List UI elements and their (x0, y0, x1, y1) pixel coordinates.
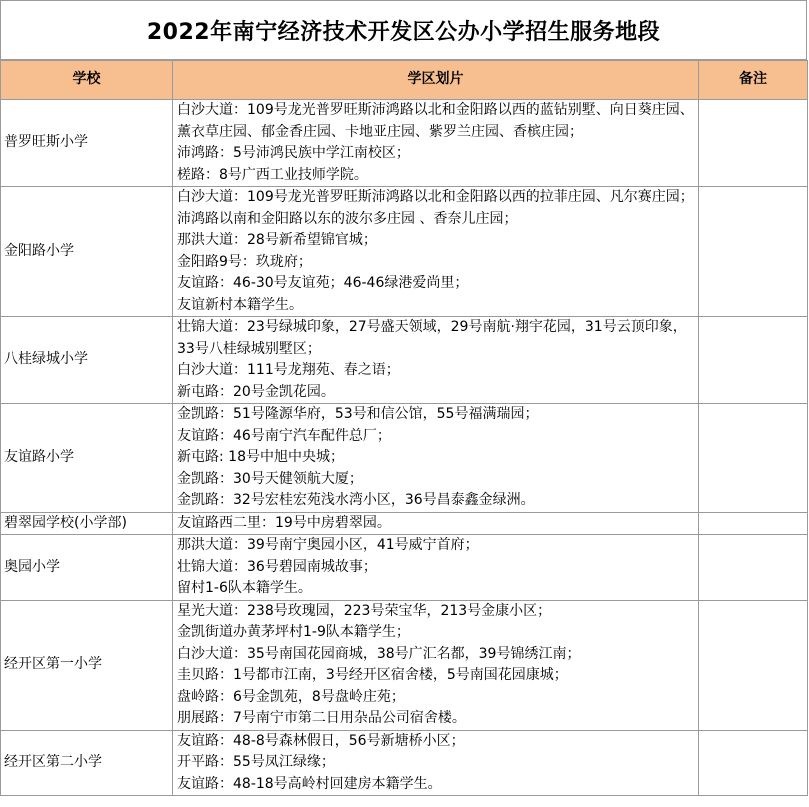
zone-line: 友谊新村本籍学生。 (177, 296, 303, 313)
zone-line: 留村1-6队本籍学生。 (177, 580, 312, 596)
zone-line: 白沙大道：109号龙光普罗旺斯沛鸿路以北和金阳路以西的蓝钻别墅、向日葵庄园、薰衣草庄园、郁金香庄园、卡地亚庄园、紫罗兰庄园、香槟庄园； (177, 102, 694, 140)
note-cell (699, 187, 808, 317)
zone-line: 友谊路：46-30号友谊苑；46-46绿港爱尚里； (177, 275, 469, 291)
note-cell (699, 317, 808, 404)
header-zone: 学区划片 (173, 61, 699, 100)
zone-cell (173, 317, 699, 404)
table-row (1, 100, 808, 187)
note-cell (699, 100, 808, 187)
zone-cell (173, 404, 699, 513)
zone-cell (173, 730, 699, 796)
school-name: 经开区第一小学 (1, 600, 173, 730)
table-row (1, 600, 808, 730)
note-cell (699, 404, 808, 513)
zone-cell (173, 100, 699, 187)
zone-line: 新屯路：20号金凯花园。 (177, 383, 335, 400)
school-name: 碧翠园学校(小学部) (1, 512, 173, 535)
zone-line: 金凯路：32号宏桂宏苑浅水湾小区，36号昌泰鑫金绿洲。 (177, 492, 535, 508)
zone-line: 金凯街道办黄茅坪村1-9队本籍学生； (177, 624, 410, 640)
zone-line: 金凯路：51号隆源华府，53号和信公馆，55号福满瑞园； (177, 406, 539, 422)
zone-line: 星光大道：238号玫瑰园，223号荣宝华，213号金康小区； (177, 602, 552, 619)
zone-line: 壮锦大道：36号碧园南城故事； (177, 558, 377, 575)
school-name: 经开区第二小学 (1, 730, 173, 796)
zone-line: 友谊路：48-8号森林假日，56号新塘桥小区； (177, 732, 465, 749)
note-cell (699, 600, 808, 730)
school-name: 金阳路小学 (1, 187, 173, 317)
zone-line: 友谊路：46号南宁汽车配件总厂； (177, 427, 391, 444)
zone-line: 那洪大道：28号新希望锦官城； (177, 232, 377, 248)
zone-line: 壮锦大道：23号绿城印象，27号盛天领域，29号南航·翔宇花园，31号云顶印象，33号八桂绿城别墅区； (177, 319, 687, 357)
zone-line: 新屯路: 18号中旭中央城； (177, 449, 344, 465)
school-name: 友谊路小学 (1, 404, 173, 513)
zone-line: 白沙大道：111号龙翔苑、春之语； (177, 362, 400, 378)
table-row (1, 535, 808, 601)
zone-line: 金阳路9号：玖珑府； (177, 253, 312, 270)
zone-line: 白沙大道：109号龙光普罗旺斯沛鸿路以北和金阳路以西的拉菲庄园、凡尔赛庄园；沛鸿路以南和金阳路以东的波尔多庄园 、香奈儿庄园； (177, 189, 694, 227)
zone-line: 金凯路：30号天健领航大厦； (177, 470, 363, 487)
zone-cell (173, 512, 699, 535)
note-cell (699, 512, 808, 535)
zone-cell (173, 535, 699, 601)
zone-line: 槎路：8号广西工业技师学院。 (177, 166, 368, 183)
page-title: 2022年南宁经济技术开发区公办小学招生服务地段 (0, 0, 807, 60)
zone-line: 沛鸿路：5号沛鸿民族中学江南校区； (177, 145, 410, 161)
header-row (1, 61, 808, 100)
table-row (1, 512, 808, 535)
zone-cell (173, 600, 699, 730)
table-row (1, 730, 808, 796)
zone-line: 盘岭路：6号金凯苑，8号盘岭庄苑； (177, 688, 405, 705)
zone-line: 友谊路：48-18号高岭村回建房本籍学生。 (177, 775, 442, 792)
note-cell (699, 535, 808, 601)
table-row (1, 404, 808, 513)
zone-line: 朋展路：7号南宁市第二日用杂品公司宿舍楼。 (177, 710, 466, 726)
note-cell (699, 730, 808, 796)
header-note: 备注 (699, 61, 808, 100)
table-row (1, 317, 808, 404)
header-school: 学校 (1, 61, 173, 100)
school-name: 普罗旺斯小学 (1, 100, 173, 187)
zone-line: 友谊路西二里：19号中房碧翠园。 (177, 514, 391, 531)
zone-cell (173, 187, 699, 317)
school-name: 八桂绿城小学 (1, 317, 173, 404)
table-row (1, 187, 808, 317)
enrollment-table (0, 60, 808, 796)
zone-line: 那洪大道：39号南宁奥园小区，41号威宁首府； (177, 537, 479, 553)
zone-line: 开平路：55号凤江绿缘； (177, 754, 335, 770)
zone-line: 圭贝路：1号都市江南，3号经开区宿舍楼，5号南国花园康城； (177, 667, 568, 683)
school-name: 奥园小学 (1, 535, 173, 601)
zone-line: 白沙大道：35号南国花园商城，38号广汇名都，39号锦绣江南； (177, 645, 581, 662)
